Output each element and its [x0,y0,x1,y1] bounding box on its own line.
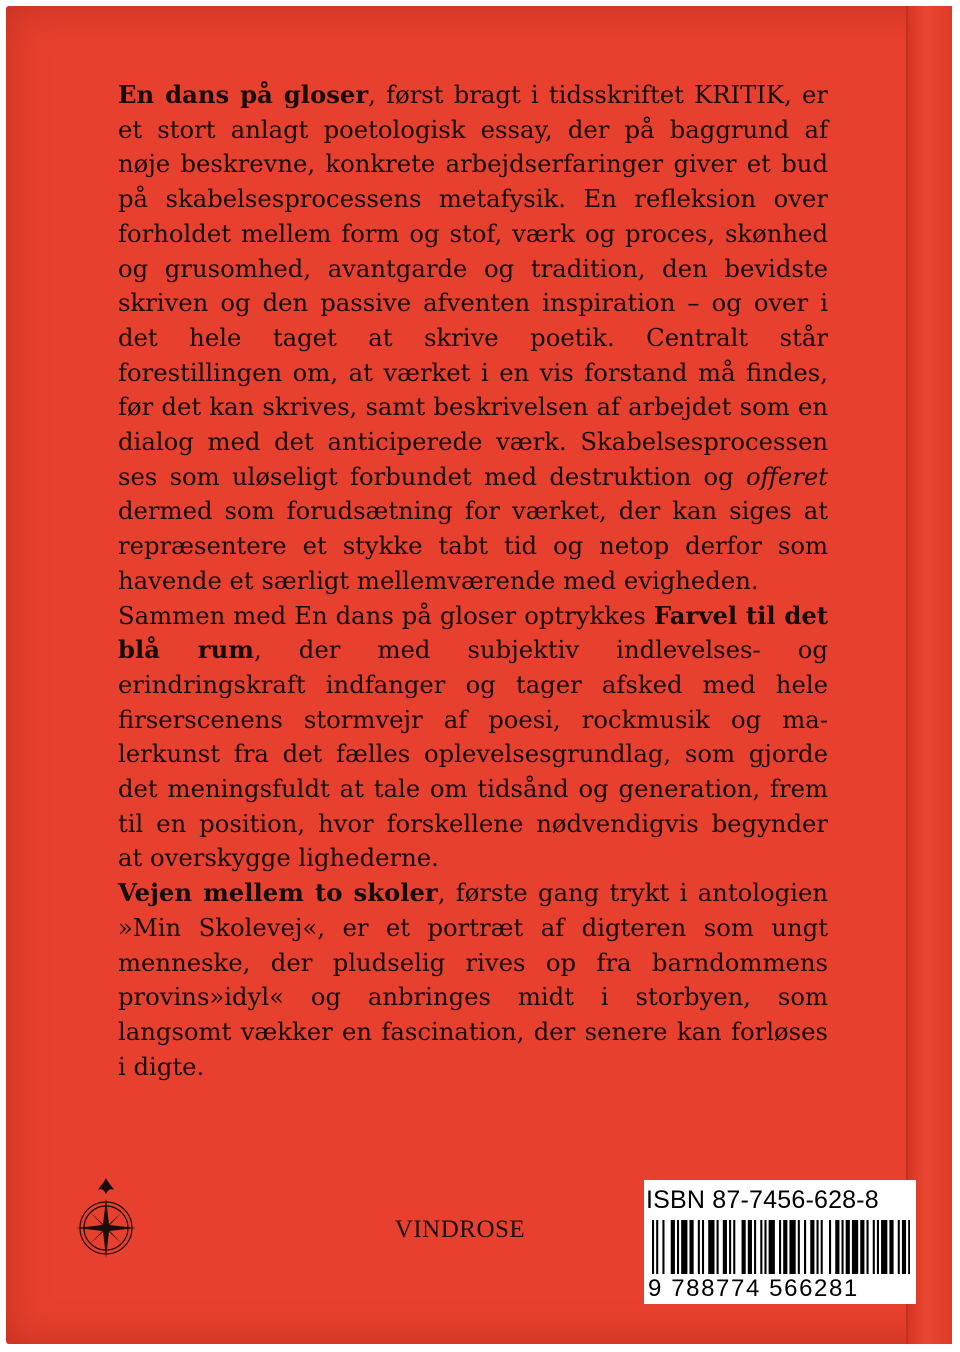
barcode-bar [789,1220,795,1274]
barcode-bar [733,1220,735,1274]
ean-number: 9 788774 566281 [648,1275,859,1302]
barcode-bar [681,1220,687,1274]
isbn-number: ISBN 87-7456-628-8 [646,1186,879,1214]
publisher-name: VINDROSE [394,1216,526,1243]
barcode-bar [717,1220,719,1274]
barcode-bar [908,1220,910,1274]
barcode-bar [835,1220,839,1274]
barcode-bar [783,1220,787,1274]
barcode-bar [829,1220,831,1274]
barcode-bar [821,1220,823,1274]
barcode-bar [804,1220,806,1274]
barcode-bar [769,1220,775,1274]
barcode-bar [723,1220,727,1274]
barcode-bar [842,1220,844,1274]
blurb-paragraph-2: Sammen med En dans på gloser optrykkes Farvel til det blå rum, der med subjektiv indlevelses- og erindringskraft indfanger og tager afsked med hele firserscenens stormvejr af poesi, rockmusik og malerkunst fra det fælles oplevelsesgrundlag, som gjorde det meningsfuldt at tale om tidsånd og generation, frem til en position, hvor forskellene nødvendigvis begynder at overskygge lighederne. [118,600,828,873]
blurb-paragraph-1: En dans på gloser, først bragt i tidsskriftet KRITIK, er et stort anlagt poetologisk essay, der på baggrund af nøje beskrevne, konkrete arbejdserfaringer giver et bud på skabelsesprocessens metafysik. En refleksion over forholdet mellem form og stof, værk og proces, skønhed og grusomhed, avantgarde og tradition, den bevidste skriven og den passive afventen inspiration – og over i det hele taget at skrive poetik. Centralt står forestillingen om, at værket i en vis forstand må findes, før det kan skrives, samt beskrivelsen af arbejdet som en dialog med det anticiperede værk. Skabelsesprocessen ses som uløseligt forbundet med destruktion og offeret dermed som forudsætning for værket, der kan siges at repræsentere et stykke tabt tid og netop derfor som havende et særligt mellemværende med evigheden. [118,80,828,595]
barcode-bar [698,1220,700,1274]
compass-rose-icon [76,1176,136,1260]
book-back-cover [6,6,952,1344]
barcode-bar [817,1220,819,1274]
barcode-bar [810,1220,814,1274]
title-vejen-mellem-to-skoler: Vejen mellem to skoler [118,878,438,908]
barcode-bar [671,1220,675,1274]
barcode-bar [852,1220,858,1274]
barcode-image [650,1220,910,1274]
title-en-dans-paa-gloser: En dans på gloser [118,80,369,109]
barcode-bar [708,1220,714,1274]
barcode-bar [779,1220,781,1274]
barcode-bar [860,1220,864,1274]
barcode-bar [798,1220,800,1274]
barcode-label [644,1180,916,1304]
barcode-bar [662,1220,664,1274]
barcode-bar [873,1220,875,1274]
barcode-bar [881,1220,887,1274]
barcode-bar [754,1220,756,1274]
blurb-paragraph-3: Vejen mellem to skoler, første gang trykt i antologien »Min Skolevej«, er et portræt af digteren som ungt menneske, der pludselig rives op fra barndommens provins»idyl« og anbringes midt i storbyen, som langsomt vækker en fascination, der senere kan forløses i digte. [118,878,828,1081]
emphasis-offeret: offeret [746,461,828,491]
barcode-bar [760,1220,762,1274]
title-farvel-til-det-blaa-rum: Farvel til det blå rum [118,600,828,665]
barcode-bar [742,1220,746,1274]
blurb-text [118,78,828,1084]
barcode-bar [689,1220,693,1274]
barcode-bar [846,1220,850,1274]
barcode-bar [748,1220,752,1274]
barcode-bar [902,1220,906,1274]
barcode-bar [677,1220,679,1274]
barcode-bar [898,1220,900,1274]
spine-edge [906,6,952,1344]
barcode-bar [889,1220,893,1274]
barcode-bar [877,1220,879,1274]
barcode-bar [652,1220,654,1274]
barcode-bar [702,1220,704,1274]
barcode-bar [764,1220,766,1274]
barcode-bar [656,1220,658,1274]
barcode-bar [729,1220,731,1274]
barcode-bar [867,1220,869,1274]
